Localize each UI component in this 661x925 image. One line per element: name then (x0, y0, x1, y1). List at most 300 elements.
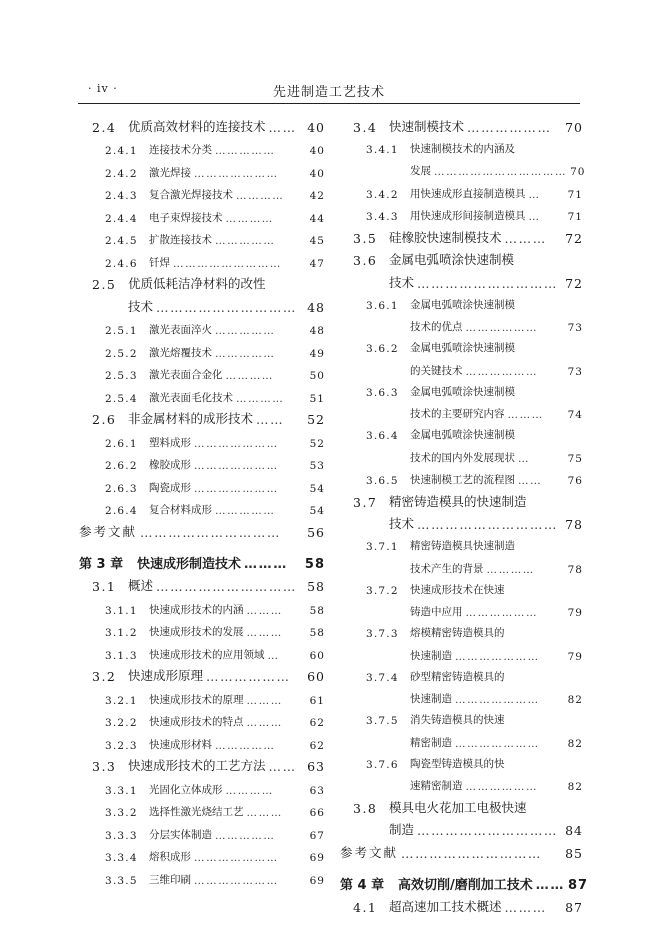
entry-number: 3.7.3 (366, 628, 399, 640)
entry-leader: ……… (246, 627, 283, 639)
toc-entry[interactable] (340, 750, 583, 771)
entry-number: 3.3.1 (105, 784, 138, 797)
entry-number: 2.6.2 (105, 460, 138, 472)
toc-entry[interactable] (79, 405, 325, 428)
toc-entry[interactable] (340, 442, 583, 465)
toc-entry[interactable] (340, 793, 583, 816)
toc-entry[interactable] (340, 112, 583, 135)
entry-number: 第 4 章 (340, 877, 385, 893)
toc-entry[interactable] (340, 334, 583, 355)
entry-number: 2.4.5 (105, 235, 138, 247)
toc-entry[interactable] (79, 292, 325, 315)
entry-number: 3.7.5 (366, 715, 399, 727)
toc-entry[interactable] (340, 619, 583, 640)
toc-entry[interactable] (79, 684, 325, 707)
entry-title: 金属电弧喷涂快速制模 (410, 385, 515, 398)
entry-page-number: 79 (567, 650, 583, 663)
entry-page-number: 72 (565, 275, 583, 291)
entry-number: 3.7 (353, 494, 378, 510)
entry-title: 快速制造 (410, 649, 452, 662)
entry-page-number: 45 (309, 235, 325, 247)
entry-number: 2.5.1 (105, 325, 138, 337)
entry-page-number: 52 (307, 412, 325, 427)
toc-entry[interactable] (79, 315, 325, 338)
toc-entry[interactable] (79, 842, 325, 865)
entry-page-number: 56 (307, 524, 325, 540)
toc-entry[interactable] (340, 487, 583, 510)
entry-page-number: 75 (567, 452, 583, 465)
entry-page-number: 70 (570, 166, 586, 178)
entry-title: 速精密制造 (410, 780, 463, 792)
entry-title: 消失铸造模具的快速 (410, 714, 505, 726)
entry-leader: ………………… (194, 167, 279, 180)
entry-number: 3.4 (353, 119, 378, 135)
entry-page-number: 44 (309, 212, 325, 225)
entry-leader: …………… (215, 739, 276, 752)
entry-number: 3.5 (353, 230, 378, 246)
toc-entry[interactable] (79, 797, 325, 820)
entry-page-number: 73 (567, 365, 583, 378)
toc-entry[interactable] (79, 517, 325, 540)
entry-title: 复合材料成形 (149, 504, 212, 516)
toc-entry[interactable] (340, 510, 583, 533)
entry-page-number: 58 (304, 556, 325, 572)
entry-number: 3.4.2 (366, 188, 399, 201)
toc-entry[interactable] (79, 617, 325, 640)
entry-title: 技术产生的背景 (410, 562, 484, 575)
toc-entry[interactable] (79, 337, 325, 360)
entry-leader: ……… (504, 230, 547, 246)
toc-entry[interactable] (79, 752, 325, 775)
toc-entry[interactable] (340, 640, 583, 663)
entry-page-number: 54 (309, 482, 325, 495)
entry-number: 3.3 (92, 759, 117, 774)
entry-page-number: 72 (565, 230, 583, 246)
entry-title: 复合激光焊接技术 (149, 189, 233, 201)
entry-leader: …… (268, 759, 297, 774)
entry-page-number: 66 (309, 807, 325, 819)
entry-title: 用快速成形间接制造模具 (410, 210, 526, 222)
entry-number: 3.3.2 (105, 807, 138, 819)
entry-title: 电子束焊接技术 (149, 211, 223, 224)
entry-page-number: 82 (567, 781, 583, 793)
entry-number: 2.4.2 (105, 167, 138, 180)
toc-entry[interactable] (340, 706, 583, 727)
toc-entry[interactable] (79, 707, 325, 730)
toc-entry[interactable] (340, 684, 583, 707)
toc-entry[interactable] (340, 771, 583, 794)
entry-number: 2.6.4 (105, 505, 138, 517)
entry-title: 熔积成形 (149, 851, 191, 863)
entry-leader: …… (256, 412, 285, 427)
entry-page-number: 76 (567, 475, 583, 487)
entry-title: 熔模精密铸造模具的 (410, 627, 505, 639)
entry-page-number: 47 (309, 257, 325, 270)
entry-number: 2.5.2 (105, 347, 138, 360)
entry-leader: …… (268, 119, 297, 135)
entry-title: 陶瓷成形 (149, 481, 191, 494)
entry-number: 3.4.1 (366, 143, 399, 156)
entry-number: 3.7.2 (366, 584, 399, 597)
toc-entry[interactable] (340, 135, 583, 156)
entry-leader: ……… (504, 900, 547, 915)
entry-number: 3.1 (92, 579, 117, 594)
entry-title: 硅橡胶快速制模技术 (389, 229, 502, 245)
entry-page-number: 63 (307, 759, 325, 774)
toc-entry[interactable] (79, 112, 325, 135)
entry-leader: ………… (225, 784, 274, 797)
entry-title: 快速制模技术 (389, 118, 465, 134)
entry-number: 2.5.4 (105, 392, 138, 405)
toc-entry[interactable] (340, 223, 583, 246)
entry-leader: ………… (225, 212, 274, 225)
entry-title: 概述 (128, 578, 154, 593)
entry-page-number: 58 (307, 579, 325, 594)
entry-number: 3.1.2 (105, 627, 138, 639)
entry-title: 激光表面淬火 (149, 324, 212, 336)
entry-page-number: 71 (567, 188, 583, 201)
toc-entry[interactable] (79, 427, 325, 450)
entry-title: 技术的优点 (410, 321, 463, 333)
entry-title: 制造 (389, 822, 415, 837)
toc-entry[interactable] (340, 727, 583, 750)
toc-entry[interactable] (79, 495, 325, 518)
entry-number: 3.3.4 (105, 852, 138, 864)
entry-title: 陶瓷型铸造模具的快 (410, 757, 505, 770)
entry-title: 分层实体制造 (149, 828, 212, 841)
entry-title: 技术 (128, 298, 154, 314)
entry-title: 塑料成形 (149, 436, 191, 449)
entry-page-number: 73 (567, 322, 583, 334)
toc-entry[interactable] (79, 472, 325, 495)
entry-leader: ………………… (194, 460, 279, 472)
entry-title: 技术 (389, 516, 415, 531)
toc-entry[interactable] (79, 662, 325, 685)
entry-leader: ………… (236, 392, 285, 405)
entry-title: 钎焊 (149, 256, 170, 269)
entry-leader: ………………………… (417, 275, 559, 291)
toc-entry[interactable] (79, 594, 325, 617)
entry-page-number: 58 (309, 627, 325, 639)
entry-title: 参考文献 (79, 523, 138, 539)
entry-leader: ……… (246, 694, 283, 707)
entry-title: 橡胶成形 (149, 459, 191, 471)
entry-number: 3.6.5 (366, 475, 399, 487)
toc-entry[interactable] (79, 135, 325, 158)
entry-title: 发展 (410, 165, 431, 177)
entry-number: 3.6.2 (366, 343, 399, 355)
entry-page-number: 54 (309, 505, 325, 517)
entry-number: 3.6 (353, 253, 378, 268)
entry-page-number: 58 (309, 604, 325, 617)
toc-entry[interactable] (340, 178, 583, 201)
entry-page-number: 79 (567, 607, 583, 619)
entry-leader: ………… (486, 563, 535, 576)
entry-title: 高效切削/磨削加工技术 (398, 877, 533, 893)
entry-leader: ………………… (455, 650, 540, 663)
entry-number: 2.5.3 (105, 370, 138, 382)
toc-entry[interactable] (340, 867, 589, 893)
toc-entry[interactable] (340, 355, 583, 378)
entry-page-number: 87 (567, 877, 589, 893)
toc-right-column (340, 112, 589, 915)
entry-title: 快速成形技术的工艺方法 (128, 758, 266, 773)
entry-number: 3.7.6 (366, 758, 399, 771)
entry-title: 的关键技术 (410, 364, 463, 377)
entry-leader: ………… (225, 370, 274, 382)
toc-entry[interactable] (79, 819, 325, 842)
toc-entry[interactable] (79, 157, 325, 180)
entry-leader: …………… (215, 829, 276, 842)
entry-leader: … (518, 452, 531, 465)
entry-title: 激光表面合金化 (149, 369, 223, 381)
entry-title: 光固化立体成形 (149, 783, 223, 796)
entry-title: 精密铸造模具的快速制造 (389, 493, 527, 509)
entry-title: 快速成形制造技术 (137, 556, 242, 572)
header-rule (78, 103, 580, 104)
entry-title: 连接技术分类 (149, 144, 212, 156)
entry-title: 快速制造 (410, 693, 452, 705)
entry-title: 参考文献 (340, 844, 399, 860)
toc-entry[interactable] (340, 838, 583, 861)
entry-number: 3.6.4 (366, 430, 399, 442)
entry-leader: ………………………… (401, 845, 543, 861)
entry-leader: …………… (215, 347, 276, 360)
entry-leader: ………………………… (156, 299, 298, 315)
toc-entry[interactable] (79, 774, 325, 797)
page-number: · iv · (88, 82, 118, 95)
entry-title: 技术的国内外发展现状 (410, 451, 515, 464)
toc-entry[interactable] (340, 201, 583, 224)
entry-title: 砂型精密铸造模具的 (410, 670, 505, 683)
entry-title: 技术的主要研究内容 (410, 408, 505, 420)
entry-page-number: 71 (567, 211, 583, 223)
toc-entry[interactable] (340, 421, 583, 442)
entry-number: 4.1 (353, 900, 378, 915)
entry-title: 非金属材料的成形技术 (128, 411, 254, 426)
toc-entry[interactable] (340, 597, 583, 620)
entry-number: 3.3.5 (105, 874, 138, 887)
entry-number: 2.4.1 (105, 145, 138, 157)
entry-number: 2.4 (92, 119, 117, 135)
entry-title: 快速成形技术在快速 (410, 583, 505, 596)
entry-leader: … (528, 211, 541, 223)
toc-entry[interactable] (340, 312, 583, 335)
entry-page-number: 62 (309, 717, 325, 729)
toc-entry[interactable] (340, 893, 583, 916)
entry-number: 3.1.3 (105, 649, 138, 662)
entry-title: 激光熔覆技术 (149, 346, 212, 359)
entry-number: 3.1.1 (105, 604, 138, 617)
entry-number: 3.6.3 (366, 386, 399, 399)
entry-title: 快速成形技术的特点 (149, 716, 244, 728)
entry-title: 精密铸造模具快速制造 (410, 540, 515, 552)
toc-entry[interactable] (79, 382, 325, 405)
entry-page-number: 62 (309, 739, 325, 752)
toc-entry[interactable] (340, 378, 583, 399)
entry-page-number: 84 (565, 823, 583, 838)
entry-title: 快速制模工艺的流程图 (410, 474, 515, 486)
entry-title: 快速成形材料 (149, 738, 212, 751)
entry-number: 3.2.3 (105, 739, 138, 752)
toc-entry[interactable] (340, 663, 583, 684)
running-title: 先进制造工艺技术 (272, 85, 385, 100)
entry-leader: ……… (246, 807, 283, 819)
entry-title: 精密制造 (410, 736, 452, 749)
entry-title: 快速成形原理 (128, 668, 204, 683)
entry-leader: ………………… (194, 852, 279, 864)
toc-entry[interactable] (79, 225, 325, 248)
entry-leader: … (267, 649, 280, 662)
entry-title: 激光焊接 (149, 166, 191, 179)
entry-page-number: 69 (309, 852, 325, 864)
entry-title: 快速成形技术的原理 (149, 693, 244, 706)
toc-entry[interactable] (79, 247, 325, 270)
entry-leader: ……………… (465, 322, 539, 334)
entry-number: 2.6.1 (105, 437, 138, 450)
toc-entry[interactable] (79, 360, 325, 383)
entry-leader: …… (535, 877, 565, 893)
entry-title: 金属电弧喷涂快速制模 (410, 429, 515, 441)
entry-leader: ………………………… (156, 579, 298, 594)
entry-page-number: 60 (307, 669, 325, 684)
toc-entry[interactable] (340, 156, 586, 179)
entry-page-number: 50 (309, 370, 325, 382)
toc-entry[interactable] (340, 399, 583, 422)
entry-title: 三维印刷 (149, 873, 191, 886)
entry-page-number: 53 (309, 460, 325, 472)
toc-entry[interactable] (340, 576, 583, 597)
entry-page-number: 82 (567, 737, 583, 750)
entry-number: 3.8 (353, 800, 378, 816)
toc-entry[interactable] (79, 729, 325, 752)
entry-page-number: 52 (309, 437, 325, 450)
entry-page-number: 74 (567, 409, 583, 421)
entry-title: 激光表面毛化技术 (149, 391, 233, 404)
entry-title: 选择性激光烧结工艺 (149, 806, 244, 818)
entry-title: 技术 (389, 274, 415, 290)
entry-page-number: 40 (309, 145, 325, 157)
entry-title: 金属电弧喷涂快速制模 (410, 342, 515, 354)
toc-entry[interactable] (79, 572, 325, 595)
toc-entry[interactable] (340, 532, 583, 553)
entry-leader: ……………… (206, 669, 291, 684)
entry-title: 超高速加工技术概述 (389, 899, 502, 914)
entry-leader: ………………………… (417, 823, 559, 838)
entry-title: 快速成形技术的内涵 (149, 603, 244, 616)
entry-page-number: 67 (309, 829, 325, 842)
toc-entry[interactable] (340, 553, 583, 576)
toc-entry[interactable] (340, 246, 583, 269)
entry-number: 2.4.6 (105, 257, 138, 270)
entry-page-number: 49 (309, 347, 325, 360)
entry-title: 快速成形技术的发展 (149, 626, 244, 638)
toc-left-column (79, 112, 325, 887)
entry-page-number: 78 (567, 563, 583, 576)
entry-number: 第 3 章 (79, 556, 124, 572)
entry-title: 金属电弧喷涂快速制模 (389, 252, 515, 267)
entry-leader: ……… (244, 556, 288, 572)
entry-title: 铸造中应用 (410, 606, 463, 618)
entry-leader: ………………… (194, 437, 279, 450)
entry-number: 2.6 (92, 412, 117, 427)
entry-leader: …………… (215, 235, 276, 247)
entry-leader: ………………… (194, 874, 279, 887)
toc-entry[interactable] (340, 816, 583, 839)
entry-title: 用快速成形直接制造模具 (410, 187, 526, 200)
entry-number: 3.3.3 (105, 829, 138, 842)
entry-number: 3.2.1 (105, 694, 138, 707)
entry-title: 快速制模技术的内涵及 (410, 142, 515, 155)
entry-page-number: 40 (309, 167, 325, 180)
toc-entry[interactable] (79, 450, 325, 473)
entry-page-number: 48 (309, 325, 325, 337)
entry-leader: ……………… (465, 607, 539, 619)
entry-leader: ………………………… (417, 517, 559, 532)
entry-title: 快速成形技术的应用领域 (149, 648, 265, 661)
entry-title: 扩散连接技术 (149, 234, 212, 246)
toc-entry[interactable] (79, 270, 325, 293)
entry-leader: ………………… (455, 737, 540, 750)
entry-leader: …………………………… (434, 166, 568, 178)
entry-number: 3.6.1 (366, 299, 399, 312)
entry-leader: ………………… (194, 482, 279, 495)
entry-leader: ……………… (467, 119, 552, 135)
entry-number: 3.2.2 (105, 717, 138, 729)
toc-entry[interactable] (79, 180, 325, 203)
entry-leader: ……………… (465, 365, 539, 378)
entry-number: 2.5 (92, 277, 117, 292)
toc-entry[interactable] (340, 291, 583, 312)
toc-entry[interactable] (79, 202, 325, 225)
entry-number: 3.4.3 (366, 211, 399, 223)
entry-number: 3.2 (92, 669, 117, 684)
entry-leader: ……… (246, 604, 283, 617)
toc-entry[interactable] (340, 465, 583, 488)
entry-leader: ……… (246, 717, 283, 729)
entry-title: 金属电弧喷涂快速制模 (410, 298, 515, 311)
entry-leader: ……… (507, 409, 544, 421)
entry-page-number: 42 (309, 190, 325, 202)
entry-leader: ………… (236, 190, 285, 202)
entry-page-number: 61 (309, 694, 325, 707)
entry-page-number: 78 (565, 517, 583, 532)
entry-number: 3.7.1 (366, 541, 399, 553)
toc-entry[interactable] (79, 546, 325, 572)
entry-number: 2.6.3 (105, 482, 138, 495)
entry-page-number: 82 (567, 694, 583, 706)
toc-entry[interactable] (340, 268, 583, 291)
entry-number: 2.4.4 (105, 212, 138, 225)
entry-number: 2.4.3 (105, 190, 138, 202)
entry-leader: … (528, 188, 541, 201)
entry-page-number: 51 (309, 392, 325, 405)
entry-leader: …………… (215, 505, 276, 517)
entry-page-number: 40 (307, 119, 325, 135)
entry-number: 3.7.4 (366, 671, 399, 684)
entry-title: 模具电火花加工电极快速 (389, 799, 527, 815)
entry-leader: ………………………… (140, 524, 282, 540)
entry-leader: …………… (215, 325, 276, 337)
entry-page-number: 70 (565, 119, 583, 135)
entry-page-number: 60 (309, 649, 325, 662)
entry-page-number: 48 (307, 299, 325, 315)
toc-entry[interactable] (79, 864, 325, 887)
entry-title: 优质高效材料的连接技术 (128, 118, 266, 134)
entry-page-number: 85 (565, 845, 583, 861)
toc-entry[interactable] (79, 639, 325, 662)
entry-leader: ……………………… (173, 257, 282, 270)
